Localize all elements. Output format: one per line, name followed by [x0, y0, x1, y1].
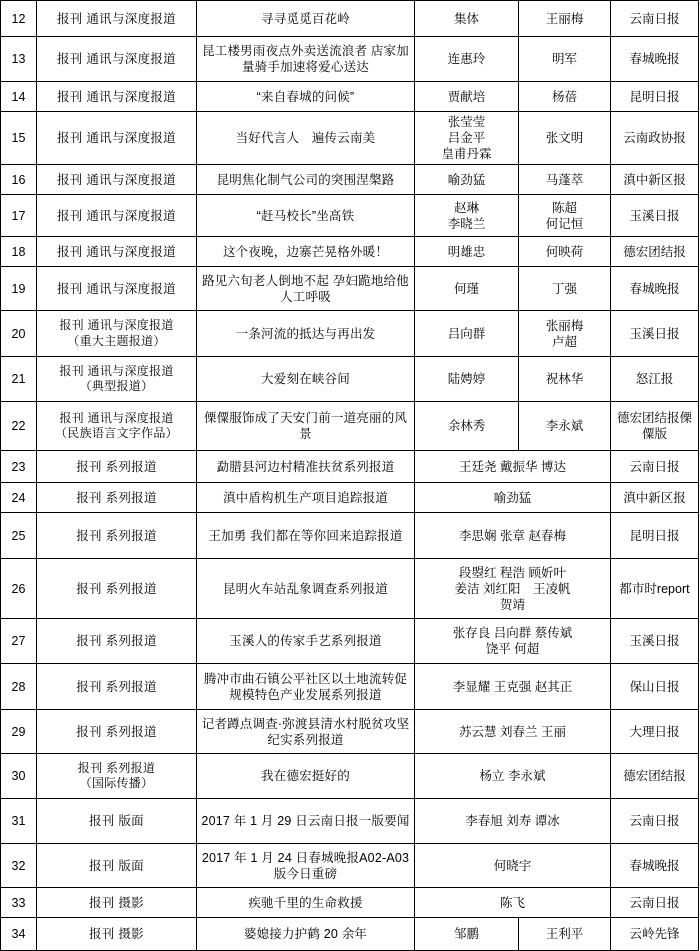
- row-number-cell: 28: [1, 664, 37, 710]
- row-number-cell: 34: [1, 918, 37, 951]
- editor-cell: 张丽梅 卢超: [519, 311, 611, 357]
- table-row: [1, 267, 699, 311]
- work-title-cell: “赶马校长”坐高铁: [197, 195, 415, 237]
- table-row: [1, 844, 699, 888]
- category-cell: 报刊 通讯与深度报道: [37, 112, 197, 165]
- row-number-cell: 12: [1, 1, 37, 37]
- submitting-unit-cell: 滇中新区报: [611, 165, 699, 195]
- row-number-cell: 13: [1, 37, 37, 82]
- table-row: [1, 451, 699, 483]
- submitting-unit-cell: 德宏团结报傈僳版: [611, 402, 699, 451]
- author-cell: 李思娴 张章 赵春梅: [415, 513, 611, 559]
- table-row: [1, 918, 699, 951]
- submitting-unit-cell: 云南日报: [611, 451, 699, 483]
- table-row: [1, 799, 699, 844]
- category-cell: 报刊 通讯与深度报道 （典型报道）: [37, 357, 197, 402]
- table-body: [1, 1, 699, 951]
- editor-cell: 李永斌: [519, 402, 611, 451]
- submitting-unit-cell: 滇中新区报: [611, 483, 699, 513]
- category-cell: 报刊 系列报道: [37, 619, 197, 664]
- editor-cell: 王丽梅: [519, 1, 611, 37]
- row-number-cell: 16: [1, 165, 37, 195]
- author-cell: 连惠玲: [415, 37, 519, 82]
- work-title-cell: 王加勇 我们都在等你回来追踪报道: [197, 513, 415, 559]
- work-title-cell: 大爱刻在峡谷间: [197, 357, 415, 402]
- category-cell: 报刊 系列报道: [37, 710, 197, 754]
- table-row: [1, 37, 699, 82]
- work-title-cell: 腾冲市曲石镇公平社区以土地流转促规模特色产业发展系列报道: [197, 664, 415, 710]
- work-title-cell: 昆明焦化制气公司的突围涅槃路: [197, 165, 415, 195]
- row-number-cell: 18: [1, 237, 37, 267]
- row-number-cell: 33: [1, 888, 37, 918]
- author-cell: 王廷尧 戴振华 博达: [415, 451, 611, 483]
- row-number-cell: 31: [1, 799, 37, 844]
- submitting-unit-cell: 德宏团结报: [611, 237, 699, 267]
- row-number-cell: 32: [1, 844, 37, 888]
- category-cell: 报刊 通讯与深度报道: [37, 237, 197, 267]
- table-row: [1, 195, 699, 237]
- editor-cell: 张文明: [519, 112, 611, 165]
- category-cell: 报刊 系列报道: [37, 483, 197, 513]
- table-row: [1, 754, 699, 799]
- author-cell: 邹鹏: [415, 918, 519, 951]
- submitting-unit-cell: 云南日报: [611, 799, 699, 844]
- work-title-cell: 滇中盾构机生产项目追踪报道: [197, 483, 415, 513]
- work-title-cell: 疾驰千里的生命救援: [197, 888, 415, 918]
- work-title-cell: 寻寻觅觅百花岭: [197, 1, 415, 37]
- category-cell: 报刊 摄影: [37, 918, 197, 951]
- author-cell: 陈飞: [415, 888, 611, 918]
- author-cell: 贾献培: [415, 82, 519, 112]
- submitting-unit-cell: 都市时report: [611, 559, 699, 619]
- author-cell: 李显耀 王克强 赵其正: [415, 664, 611, 710]
- author-cell: 段曌红 程浩 顾妡叶 姜洁 刘红阳 王凌帆 贺靖: [415, 559, 611, 619]
- submitting-unit-cell: 玉溪日报: [611, 619, 699, 664]
- author-cell: 余林秀: [415, 402, 519, 451]
- submitting-unit-cell: 春城晚报: [611, 37, 699, 82]
- author-cell: 何晓宇: [415, 844, 611, 888]
- author-cell: 李春旭 刘寿 谭冰: [415, 799, 611, 844]
- row-number-cell: 29: [1, 710, 37, 754]
- row-number-cell: 30: [1, 754, 37, 799]
- submitting-unit-cell: 春城晚报: [611, 267, 699, 311]
- work-title-cell: 昆工楼男雨夜点外卖送流浪者 店家加量骑手加速将爱心送达: [197, 37, 415, 82]
- author-cell: 喻劲猛: [415, 483, 611, 513]
- author-cell: 喻劲猛: [415, 165, 519, 195]
- table-row: [1, 311, 699, 357]
- category-cell: 报刊 通讯与深度报道: [37, 37, 197, 82]
- row-number-cell: 20: [1, 311, 37, 357]
- submitting-unit-cell: 云南政协报: [611, 112, 699, 165]
- work-title-cell: 一条河流的抵达与再出发: [197, 311, 415, 357]
- category-cell: 报刊 系列报道: [37, 559, 197, 619]
- editor-cell: 何映荷: [519, 237, 611, 267]
- submitting-unit-cell: 云岭先锋: [611, 918, 699, 951]
- work-title-cell: 2017 年 1 月 29 日云南日报一版要闻: [197, 799, 415, 844]
- editor-cell: 杨蓓: [519, 82, 611, 112]
- row-number-cell: 25: [1, 513, 37, 559]
- work-title-cell: 婆媳接力护鹤 20 余年: [197, 918, 415, 951]
- submitting-unit-cell: 保山日报: [611, 664, 699, 710]
- work-title-cell: 玉溪人的传家手艺系列报道: [197, 619, 415, 664]
- category-cell: 报刊 系列报道 （国际传播）: [37, 754, 197, 799]
- category-cell: 报刊 系列报道: [37, 664, 197, 710]
- row-number-cell: 26: [1, 559, 37, 619]
- author-cell: 明雄忠: [415, 237, 519, 267]
- work-title-cell: 勐腊县河边村精准扶贫系列报道: [197, 451, 415, 483]
- author-cell: 何瑾: [415, 267, 519, 311]
- table-row: [1, 513, 699, 559]
- submitting-unit-cell: 昆明日报: [611, 82, 699, 112]
- row-number-cell: 17: [1, 195, 37, 237]
- submitting-unit-cell: 大理日报: [611, 710, 699, 754]
- category-cell: 报刊 通讯与深度报道: [37, 165, 197, 195]
- submitting-unit-cell: 云南日报: [611, 1, 699, 37]
- table-row: [1, 664, 699, 710]
- submitting-unit-cell: 昆明日报: [611, 513, 699, 559]
- work-title-cell: 路见六旬老人倒地不起 孕妇跪地给他人工呼吸: [197, 267, 415, 311]
- editor-cell: 明军: [519, 37, 611, 82]
- category-cell: 报刊 通讯与深度报道: [37, 195, 197, 237]
- work-title-cell: 当好代言人 遍传云南美: [197, 112, 415, 165]
- table-row: [1, 710, 699, 754]
- work-title-cell: 我在德宏挺好的: [197, 754, 415, 799]
- author-cell: 张存良 吕向群 蔡传斌 饶平 何超: [415, 619, 611, 664]
- work-title-cell: 2017 年 1 月 24 日春城晚报A02-A03 版今日重磅: [197, 844, 415, 888]
- row-number-cell: 24: [1, 483, 37, 513]
- table-row: [1, 559, 699, 619]
- table-row: [1, 619, 699, 664]
- table-row: [1, 1, 699, 37]
- category-cell: 报刊 通讯与深度报道: [37, 1, 197, 37]
- work-title-cell: “来自春城的问候”: [197, 82, 415, 112]
- category-cell: 报刊 版面: [37, 799, 197, 844]
- submitting-unit-cell: 玉溪日报: [611, 195, 699, 237]
- author-cell: 赵琳 李晓兰: [415, 195, 519, 237]
- work-title-cell: 傈僳服饰成了天安门前一道亮丽的风景: [197, 402, 415, 451]
- work-title-cell: 这个夜晚，边寨芒晃格外暖！: [197, 237, 415, 267]
- editor-cell: 祝林华: [519, 357, 611, 402]
- work-title-cell: 昆明火车站乱象调查系列报道: [197, 559, 415, 619]
- category-cell: 报刊 通讯与深度报道: [37, 82, 197, 112]
- author-cell: 吕向群: [415, 311, 519, 357]
- table-row: [1, 82, 699, 112]
- editor-cell: 丁强: [519, 267, 611, 311]
- category-cell: 报刊 系列报道: [37, 513, 197, 559]
- submitting-unit-cell: 云南日报: [611, 888, 699, 918]
- editor-cell: 陈超 何记恒: [519, 195, 611, 237]
- table-row: [1, 483, 699, 513]
- row-number-cell: 14: [1, 82, 37, 112]
- table-row: [1, 888, 699, 918]
- row-number-cell: 22: [1, 402, 37, 451]
- editor-cell: 马蓬萃: [519, 165, 611, 195]
- category-cell: 报刊 通讯与深度报道 （重大主题报道）: [37, 311, 197, 357]
- table-row: [1, 112, 699, 165]
- category-cell: 报刊 通讯与深度报道 （民族语言文字作品）: [37, 402, 197, 451]
- row-number-cell: 19: [1, 267, 37, 311]
- submitting-unit-cell: 怒江报: [611, 357, 699, 402]
- table-row: [1, 237, 699, 267]
- table-row: [1, 357, 699, 402]
- row-number-cell: 27: [1, 619, 37, 664]
- work-title-cell: 记者蹲点调查·弥渡县清水村脱贫攻坚纪实系列报道: [197, 710, 415, 754]
- category-cell: 报刊 版面: [37, 844, 197, 888]
- category-cell: 报刊 摄影: [37, 888, 197, 918]
- row-number-cell: 15: [1, 112, 37, 165]
- submitting-unit-cell: 玉溪日报: [611, 311, 699, 357]
- row-number-cell: 23: [1, 451, 37, 483]
- submitting-unit-cell: 德宏团结报: [611, 754, 699, 799]
- author-cell: 杨立 李永斌: [415, 754, 611, 799]
- category-cell: 报刊 通讯与深度报道: [37, 267, 197, 311]
- author-cell: 陆娉婷: [415, 357, 519, 402]
- table-row: [1, 402, 699, 451]
- author-cell: 集体: [415, 1, 519, 37]
- table-row: [1, 165, 699, 195]
- submitting-unit-cell: 春城晚报: [611, 844, 699, 888]
- row-number-cell: 21: [1, 357, 37, 402]
- editor-cell: 王利平: [519, 918, 611, 951]
- category-cell: 报刊 系列报道: [37, 451, 197, 483]
- author-cell: 苏云慧 刘春兰 王丽: [415, 710, 611, 754]
- author-cell: 张莹莹 吕金平 皇甫丹霖: [415, 112, 519, 165]
